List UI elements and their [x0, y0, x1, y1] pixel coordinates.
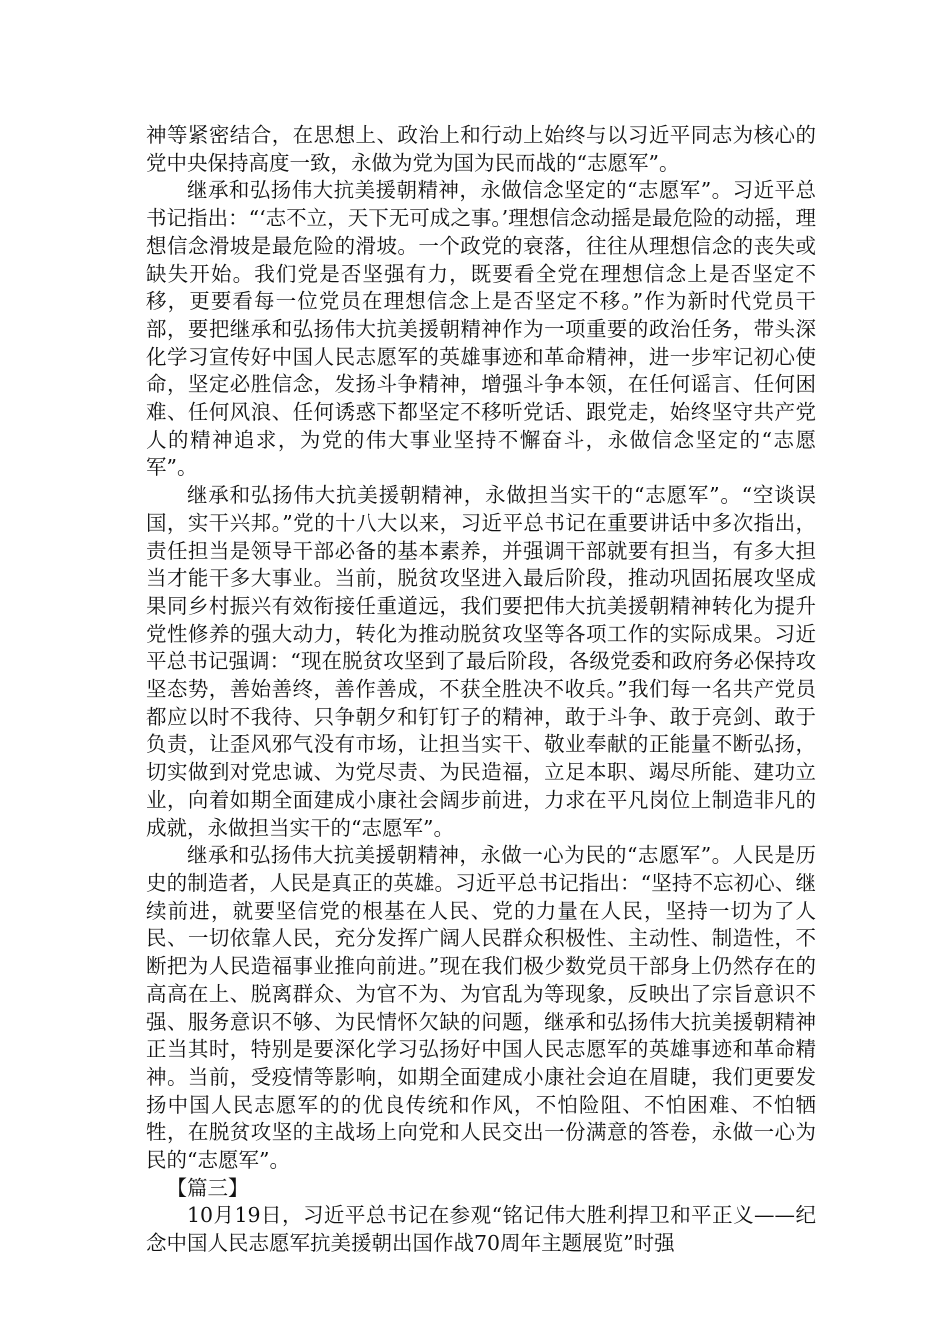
- paragraph-continuation: 神等紧密结合，在思想上、政治上和行动上始终与以习近平同志为核心的党中央保持高度一致，永做为党为国为民而战的“志愿军”。: [146, 123, 816, 175]
- paragraph-responsibility: 继承和弘扬伟大抗美援朝精神，永做担当实干的“志愿军”。“空谈误国，实干兴邦。”党的十八大以来，习近平总书记在重要讲话中多次指出，责任担当是领导干部必备的基本素养，并强调干部就要有担当，有多大担当才能干多大事业。当前，脱贫攻坚进入最后阶段，推动巩固拓展攻坚成果同乡村振兴有效衔接任重道远，我们要把伟大抗美援朝精神转化为提升党性修养的强大动力，转化为推动脱贫攻坚等各项工作的实际成果。习近平总书记强调：“现在脱贫攻坚到了最后阶段，各级党委和政府务必保持攻坚态势，善始善终，善作善成，不获全胜决不收兵。”我们每一名共产党员都应以时不我待、只争朝夕和钉钉子的精神，敢于斗争、敢于亮剑、敢于负责，让歪风邪气没有市场，让担当实干、敬业奉献的正能量不断弘扬，切实做到对党忠诚、为党尽责、为民造福，立足本职、竭尽所能、建功立业，向着如期全面建成小康社会阔步前进，力求在平凡岗位上制造非凡的成就，永做担当实干的“志愿军”。: [146, 483, 816, 840]
- paragraph-serve-people: 继承和弘扬伟大抗美援朝精神，永做一心为民的“志愿军”。人民是历史的制造者，人民是真正的英雄。习近平总书记指出：“坚持不忘初心、继续前进，就要坚信党的根基在人民、党的力量在人民，坚持一切为了人民、一切依靠人民，充分发挥广阔人民群众积极性、主动性、制造性，不断把为人民造福事业推向前进。”现在我们极少数党员干部身上仍然存在的高高在上、脱离群众、为官不为、为官乱为等现象，反映出了宗旨意识不强、服务意识不够、为民情怀欠缺的问题，继承和弘扬伟大抗美援朝精神正当其时，特别是要深化学习弘扬好中国人民志愿军的英雄事迹和革命精神。当前，受疫情等影响，如期全面建成小康社会迫在眉睫，我们更要发扬中国人民志愿军的的优良传统和作风，不怕险阻、不怕困难、不怕牺牲，在脱贫攻坚的主战场上向党和人民交出一份满意的答卷，永做一心为民的“志愿军”。: [146, 843, 816, 1173]
- document-page: [146, 122, 816, 1258]
- paragraph-firm-belief: 继承和弘扬伟大抗美援朝精神，永做信念坚定的“志愿军”。习近平总书记指出：“‘志不立，天下无可成之事。’理想信念动摇是最危险的动摇，理想信念滑坡是最危险的滑坡。一个政党的衰落，往往从理想信念的丧失或缺失开始。我们党是否坚强有力，既要看全党在理想信念上是否坚定不移，更要看每一位党员在理想信念上是否坚定不移。”作为新时代党员干部，要把继承和弘扬伟大抗美援朝精神作为一项重要的政治任务，带头深化学习宣传好中国人民志愿军的英雄事迹和革命精神，进一步牢记初心使命，坚定必胜信念，发扬斗争精神，增强斗争本领，在任何谣言、任何困难、任何风浪、任何诱惑下都坚定不移听党话、跟党走，始终坚守共产党人的精神追求，为党的伟大事业坚持不懈奋斗，永做信念坚定的“志愿军”。: [146, 178, 816, 480]
- section-heading: 【篇三】: [166, 1175, 249, 1200]
- paragraph-section-three-intro: 10月19日，习近平总书记在参观“铭记伟大胜利捍卫和平正义——纪念中国人民志愿军抗美援朝出国作战70周年主题展览”时强: [146, 1203, 816, 1256]
